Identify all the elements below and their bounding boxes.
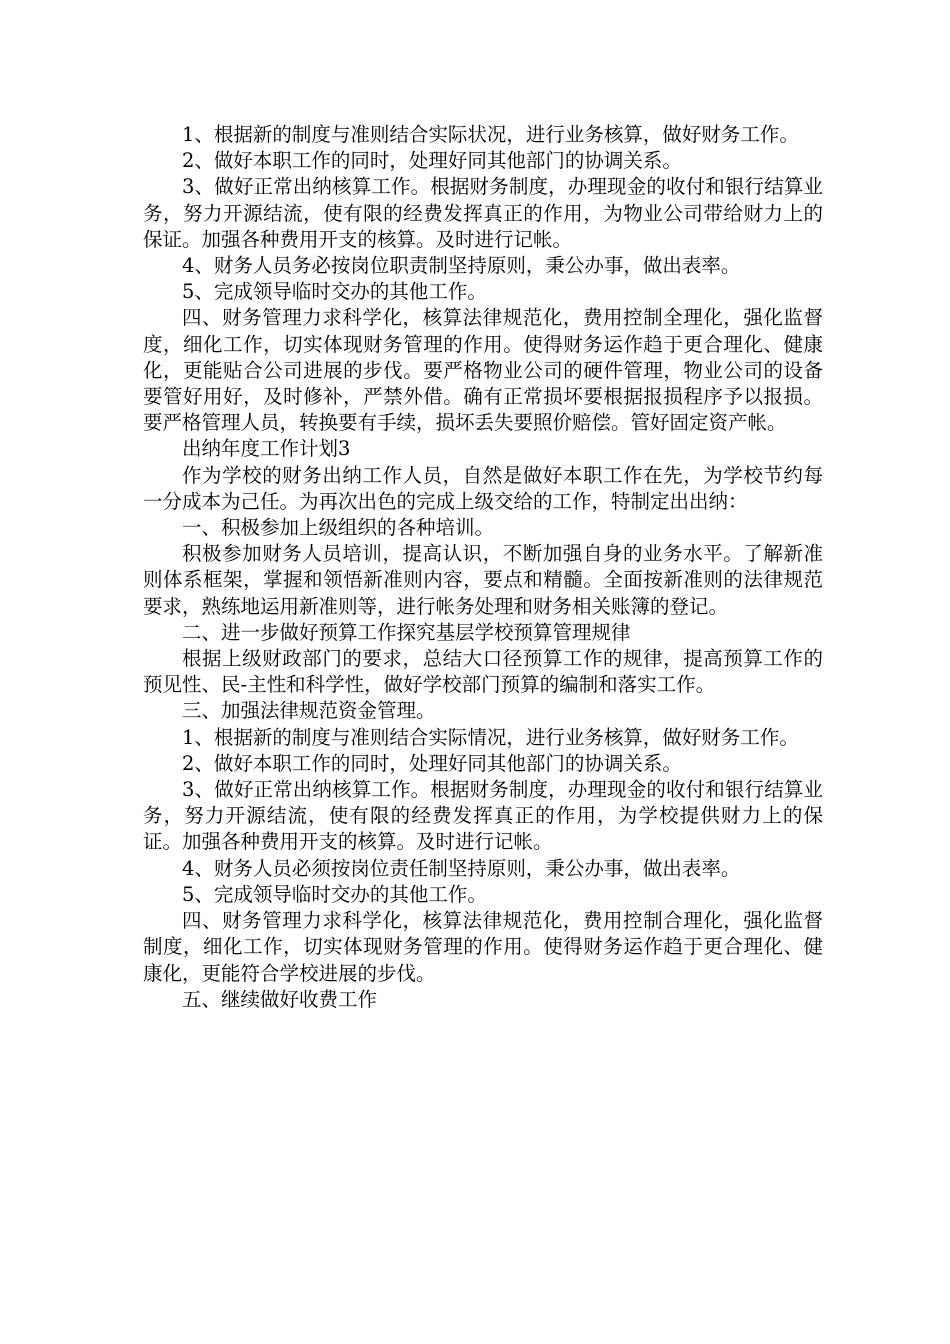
paragraph: 作为学校的财务出纳工作人员，自然是做好本职工作在先，为学校节约每一分成本为己任。为再次出色的完成上级交给的工作，特制定出出纳： xyxy=(143,463,823,513)
paragraph: 二、进一步做好预算工作探究基层学校预算管理规律 xyxy=(182,620,631,644)
paragraph: 5、完成领导临时交办的其他工作。 xyxy=(182,882,487,906)
paragraph: 3、做好正常出纳核算工作。根据财务制度，办理现金的收付和银行结算业务，努力开源结流，使有限的经费发挥真正的作用，为学校提供财力上的保证。加强各种费用开支的核算。及时进行记帐。 xyxy=(143,778,823,854)
paragraph: 五、继续做好收费工作 xyxy=(182,987,378,1011)
section-heading: 出纳年度工作计划3 xyxy=(182,437,351,461)
document-body xyxy=(143,122,823,1013)
paragraph: 2、做好本职工作的同时，处理好同其他部门的协调关系。 xyxy=(182,149,682,173)
paragraph: 1、根据新的制度与准则结合实际情况，进行业务核算，做好财务工作。 xyxy=(182,725,799,749)
paragraph: 一、积极参加上级组织的各种培训。 xyxy=(182,516,495,540)
paragraph: 四、财务管理力求科学化，核算法律规范化，费用控制合理化，强化监督制度，细化工作，切实体现财务管理的作用。使得财务运作趋于更合理化、健康化，更能符合学校进展的步伐。 xyxy=(143,909,823,985)
paragraph: 5、完成领导临时交办的其他工作。 xyxy=(182,280,487,304)
paragraph: 1、根据新的制度与准则结合实际状况，进行业务核算，做好财务工作。 xyxy=(182,123,799,146)
paragraph: 四、财务管理力求科学化，核算法律规范化，费用控制全理化，强化监督度，细化工作，切实体现财务管理的作用。使得财务运作趋于更合理化、健康化，更能贴合公司进展的步伐。要严格物业公司的硬件管理，物业公司的设备要管好用好，及时修补，严禁外借。确有正常损坏要根据报损程序予以报损。要严格管理人员，转换要有手续，损坏丢失要照价赔偿。管好固定资产帐。 xyxy=(143,306,823,435)
paragraph: 三、加强法律规范资金管理。 xyxy=(182,699,436,723)
paragraph: 根据上级财政部门的要求，总结大口径预算工作的规律，提高预算工作的预见性、民-主性和科学性，做好学校部门预算的编制和落实工作。 xyxy=(143,647,823,697)
paragraph: 2、做好本职工作的同时，处理好同其他部门的协调关系。 xyxy=(182,751,682,775)
paragraph: 3、做好正常出纳核算工作。根据财务制度，办理现金的收付和银行结算业务，努力开源结流，使有限的经费发挥真正的作用，为物业公司带给财力上的保证。加强各种费用开支的核算。及时进行记帐。 xyxy=(143,175,823,251)
paragraph: 4、财务人员务必按岗位职责制坚持原则，秉公办事，做出表率。 xyxy=(182,254,741,278)
paragraph: 4、财务人员必须按岗位责任制坚持原则，秉公办事，做出表率。 xyxy=(182,856,741,880)
paragraph: 积极参加财务人员培训，提高认识，不断加强自身的业务水平。了解新准则体系框架，掌握和领悟新准则内容，要点和精髓。全面按新准则的法律规范要求，熟练地运用新准则等，进行帐务处理和财务相关账簿的登记。 xyxy=(143,542,823,618)
